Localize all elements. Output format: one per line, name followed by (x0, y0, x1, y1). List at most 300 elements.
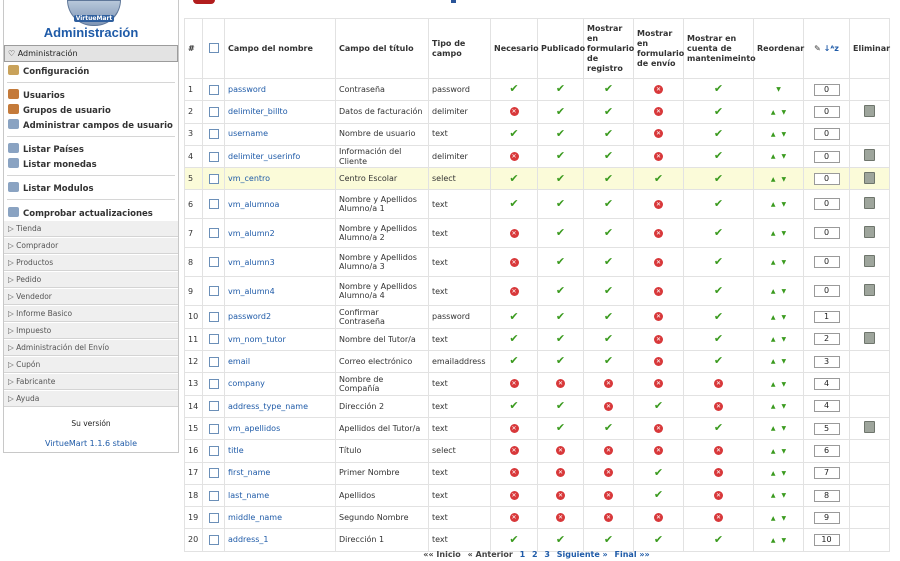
cell-shipping[interactable] (634, 395, 684, 417)
move-up-icon[interactable]: ▲ (770, 313, 776, 321)
field-name-link[interactable]: address_type_name (228, 401, 308, 411)
check-icon[interactable]: ✔ (555, 284, 566, 298)
row-select[interactable] (203, 351, 225, 373)
field-name-link[interactable]: middle_name (228, 513, 283, 523)
field-name-link[interactable]: delimiter_userinfo (228, 151, 301, 161)
cell-published[interactable] (538, 101, 584, 123)
field-name-link[interactable]: username (228, 129, 268, 139)
check-icon[interactable]: ✔ (603, 532, 614, 546)
cell-registration[interactable] (584, 306, 634, 328)
row-checkbox[interactable] (209, 257, 219, 267)
col-header-account[interactable]: Mostrar en cuenta de mantenimeinto (684, 19, 754, 79)
cell-registration[interactable] (584, 145, 634, 167)
sort-az-icon[interactable]: ↓ᴬz (823, 43, 839, 53)
cell-registration[interactable] (584, 328, 634, 350)
cross-icon[interactable]: ✕ (715, 514, 722, 522)
cell-registration[interactable] (584, 79, 634, 101)
order-input[interactable]: 0 (814, 227, 840, 239)
check-icon[interactable]: ✔ (713, 284, 724, 298)
cell-shipping[interactable] (634, 101, 684, 123)
col-header-required[interactable]: Necesario (491, 19, 538, 79)
cell-required[interactable] (491, 306, 538, 328)
field-name[interactable] (225, 248, 336, 277)
cell-published[interactable] (538, 248, 584, 277)
cell-registration[interactable] (584, 507, 634, 529)
row-select[interactable] (203, 168, 225, 190)
cross-icon[interactable]: ✕ (511, 258, 517, 266)
order-input[interactable]: 0 (814, 151, 840, 163)
row-select[interactable] (203, 306, 225, 328)
order-input[interactable]: 3 (814, 356, 840, 368)
col-header-title[interactable]: Campo del título (336, 19, 429, 79)
check-icon[interactable]: ✔ (603, 149, 614, 163)
cell-shipping[interactable] (634, 484, 684, 506)
move-down-icon[interactable]: ▼ (781, 447, 787, 455)
check-icon[interactable]: ✔ (603, 255, 614, 269)
move-up-icon[interactable]: ▲ (770, 403, 776, 411)
move-up-icon[interactable]: ▲ (770, 201, 776, 209)
cross-icon[interactable]: ✕ (605, 380, 612, 388)
order-input[interactable]: 0 (814, 173, 840, 185)
cell-account[interactable] (684, 373, 754, 395)
row-select[interactable] (203, 507, 225, 529)
check-icon[interactable]: ✔ (713, 332, 724, 346)
cell-published[interactable] (538, 351, 584, 373)
cell-registration[interactable] (584, 277, 634, 306)
move-up-icon[interactable]: ▲ (770, 288, 776, 296)
order-input[interactable]: 4 (814, 378, 840, 390)
sidebar-link-grupos[interactable] (8, 104, 111, 116)
cell-account[interactable] (684, 351, 754, 373)
cell-required[interactable] (491, 101, 538, 123)
row-select[interactable] (203, 79, 225, 101)
row-checkbox[interactable] (209, 468, 219, 478)
move-up-icon[interactable]: ▲ (770, 336, 776, 344)
field-name-link[interactable]: vm_nom_tutor (228, 334, 286, 344)
move-down-icon[interactable]: ▼ (781, 536, 787, 544)
field-name-link[interactable]: delimiter_billto (228, 107, 288, 117)
cell-registration[interactable] (584, 462, 634, 484)
field-name[interactable] (225, 190, 336, 219)
cell-registration[interactable] (584, 373, 634, 395)
cell-shipping[interactable] (634, 440, 684, 462)
order-input[interactable]: 5 (814, 423, 840, 435)
cell-account[interactable] (684, 277, 754, 306)
cell-required[interactable] (491, 484, 538, 506)
cross-icon[interactable]: ✕ (655, 335, 662, 343)
trash-icon[interactable] (864, 149, 875, 161)
version-value[interactable]: VirtueMart 1.1.6 stable (44, 439, 138, 448)
sidebar-section-impuesto[interactable] (4, 322, 178, 339)
sidebar-section-pedido[interactable] (4, 271, 178, 288)
row-select[interactable] (203, 529, 225, 551)
row-checkbox[interactable] (209, 446, 219, 456)
move-down-icon[interactable]: ▼ (781, 403, 787, 411)
move-down-icon[interactable]: ▼ (781, 175, 787, 183)
check-icon[interactable]: ✔ (555, 421, 566, 435)
cell-registration[interactable] (584, 351, 634, 373)
row-checkbox[interactable] (209, 334, 219, 344)
cell-registration[interactable] (584, 190, 634, 219)
cell-shipping[interactable] (634, 417, 684, 439)
cell-registration[interactable] (584, 123, 634, 145)
field-name-link[interactable]: company (228, 379, 265, 389)
cell-published[interactable] (538, 277, 584, 306)
sidebar-link-modulos[interactable] (8, 182, 94, 194)
col-header-reorder[interactable]: Reordenar (754, 19, 804, 79)
field-name[interactable] (225, 123, 336, 145)
cell-published[interactable] (538, 145, 584, 167)
cell-required[interactable] (491, 248, 538, 277)
check-icon[interactable]: ✔ (713, 171, 724, 185)
pager-prev[interactable]: « Anterior (467, 550, 513, 559)
cross-icon[interactable]: ✕ (511, 287, 517, 295)
field-name[interactable] (225, 277, 336, 306)
move-down-icon[interactable]: ▼ (781, 108, 787, 116)
order-input[interactable]: 0 (814, 256, 840, 268)
row-checkbox[interactable] (209, 152, 219, 162)
cell-shipping[interactable] (634, 123, 684, 145)
cell-required[interactable] (491, 529, 538, 551)
check-icon[interactable]: ✔ (555, 171, 566, 185)
cell-account[interactable] (684, 484, 754, 506)
col-header-order[interactable] (804, 19, 850, 79)
cross-icon[interactable]: ✕ (655, 85, 662, 93)
cell-account[interactable] (684, 101, 754, 123)
cell-account[interactable] (684, 462, 754, 484)
check-icon[interactable]: ✔ (509, 532, 519, 546)
row-checkbox[interactable] (209, 85, 219, 95)
cross-icon[interactable]: ✕ (511, 447, 517, 455)
cell-account[interactable] (684, 417, 754, 439)
cell-required[interactable] (491, 145, 538, 167)
order-input[interactable]: 0 (814, 84, 840, 96)
pager-page-1[interactable]: 1 (519, 550, 526, 559)
check-icon[interactable]: ✔ (713, 126, 724, 140)
field-name[interactable] (225, 79, 336, 101)
cell-published[interactable] (538, 484, 584, 506)
cross-icon[interactable]: ✕ (655, 229, 662, 237)
row-select[interactable] (203, 440, 225, 462)
cell-required[interactable] (491, 395, 538, 417)
row-select[interactable] (203, 190, 225, 219)
sidebar-link-campos-usuario[interactable] (8, 119, 173, 131)
check-icon[interactable]: ✔ (509, 354, 519, 368)
cell-shipping[interactable] (634, 168, 684, 190)
row-select[interactable] (203, 145, 225, 167)
cross-icon[interactable]: ✕ (511, 514, 517, 522)
row-select[interactable] (203, 328, 225, 350)
cell-published[interactable] (538, 328, 584, 350)
col-header-registration[interactable]: Mostrar en formulario de registro (584, 19, 634, 79)
cross-icon[interactable]: ✕ (557, 469, 564, 477)
col-header-type[interactable]: Tipo de campo (429, 19, 491, 79)
check-icon[interactable]: ✔ (603, 197, 614, 211)
cell-published[interactable] (538, 306, 584, 328)
sidebar-section-vendedor[interactable] (4, 288, 178, 305)
order-input[interactable]: 4 (814, 400, 840, 412)
cross-icon[interactable]: ✕ (655, 258, 662, 266)
cell-shipping[interactable] (634, 328, 684, 350)
field-name[interactable] (225, 351, 336, 373)
move-down-icon[interactable]: ▼ (781, 358, 787, 366)
field-name[interactable] (225, 440, 336, 462)
move-down-icon[interactable]: ▼ (781, 313, 787, 321)
col-header-delete[interactable]: Eliminar (850, 19, 890, 79)
cell-account[interactable] (684, 145, 754, 167)
row-checkbox[interactable] (209, 379, 219, 389)
cell-registration[interactable] (584, 529, 634, 551)
order-input[interactable]: 6 (814, 445, 840, 457)
cross-icon[interactable]: ✕ (655, 380, 662, 388)
order-input[interactable]: 2 (814, 333, 840, 345)
field-name-link[interactable]: vm_alumn3 (228, 257, 275, 267)
move-down-icon[interactable]: ▼ (776, 86, 781, 94)
section-header-administracion[interactable] (4, 45, 178, 62)
cell-required[interactable] (491, 79, 538, 101)
field-name[interactable] (225, 219, 336, 248)
cross-icon[interactable]: ✕ (605, 402, 612, 410)
sidebar-section-ayuda[interactable] (4, 390, 178, 407)
cell-account[interactable] (684, 219, 754, 248)
check-icon[interactable]: ✔ (603, 332, 614, 346)
cell-published[interactable] (538, 417, 584, 439)
check-icon[interactable]: ✔ (653, 532, 664, 546)
row-checkbox[interactable] (209, 286, 219, 296)
order-input[interactable]: 10 (814, 534, 840, 546)
cross-icon[interactable]: ✕ (655, 130, 662, 138)
row-checkbox[interactable] (209, 424, 219, 434)
field-name-link[interactable]: password (228, 84, 266, 94)
cell-registration[interactable] (584, 248, 634, 277)
cross-icon[interactable]: ✕ (715, 447, 722, 455)
cell-account[interactable] (684, 507, 754, 529)
cell-required[interactable] (491, 440, 538, 462)
cross-icon[interactable]: ✕ (655, 357, 662, 365)
cross-icon[interactable]: ✕ (655, 108, 662, 116)
check-icon[interactable]: ✔ (713, 421, 724, 435)
cell-published[interactable] (538, 507, 584, 529)
check-icon[interactable]: ✔ (555, 126, 566, 140)
cell-account[interactable] (684, 440, 754, 462)
pager-page-3[interactable]: 3 (544, 550, 550, 559)
cell-account[interactable] (684, 306, 754, 328)
cross-icon[interactable]: ✕ (557, 514, 564, 522)
order-input[interactable]: 1 (814, 311, 840, 323)
check-icon[interactable]: ✔ (555, 399, 566, 413)
cell-published[interactable] (538, 395, 584, 417)
cell-shipping[interactable] (634, 79, 684, 101)
order-input[interactable]: 8 (814, 490, 840, 502)
cell-shipping[interactable] (634, 145, 684, 167)
cross-icon[interactable]: ✕ (557, 491, 564, 499)
cross-icon[interactable]: ✕ (605, 514, 612, 522)
col-header-published[interactable]: Publicado (538, 19, 584, 79)
field-name-link[interactable]: title (228, 446, 244, 456)
row-select[interactable] (203, 123, 225, 145)
pager-end[interactable]: Final »» (614, 550, 650, 559)
field-name-link[interactable]: vm_alumnoa (228, 199, 280, 209)
cell-shipping[interactable] (634, 373, 684, 395)
cell-registration[interactable] (584, 484, 634, 506)
move-up-icon[interactable]: ▲ (770, 469, 776, 477)
row-checkbox[interactable] (209, 228, 219, 238)
trash-icon[interactable] (864, 284, 875, 296)
row-select[interactable] (203, 417, 225, 439)
row-checkbox[interactable] (209, 129, 219, 139)
cell-required[interactable] (491, 219, 538, 248)
cross-icon[interactable]: ✕ (715, 402, 722, 410)
check-icon[interactable]: ✔ (509, 82, 519, 96)
check-icon[interactable]: ✔ (713, 104, 724, 118)
pager-start[interactable]: «« Inicio (423, 550, 461, 559)
cell-required[interactable] (491, 190, 538, 219)
move-down-icon[interactable]: ▼ (781, 380, 787, 388)
field-name-link[interactable]: last_name (228, 490, 270, 500)
check-icon[interactable]: ✔ (509, 332, 519, 346)
cell-shipping[interactable] (634, 529, 684, 551)
sidebar-section-envio[interactable] (4, 339, 178, 356)
row-checkbox[interactable] (209, 107, 219, 117)
order-input[interactable]: 0 (814, 285, 840, 297)
field-name-link[interactable]: email (228, 356, 251, 366)
check-icon[interactable]: ✔ (555, 354, 566, 368)
row-checkbox[interactable] (209, 401, 219, 411)
cross-icon[interactable]: ✕ (511, 469, 517, 477)
cell-required[interactable] (491, 123, 538, 145)
cell-registration[interactable] (584, 395, 634, 417)
trash-icon[interactable] (864, 226, 875, 238)
move-up-icon[interactable]: ▲ (770, 380, 776, 388)
move-up-icon[interactable]: ▲ (770, 425, 776, 433)
move-up-icon[interactable]: ▲ (770, 108, 776, 116)
cell-required[interactable] (491, 328, 538, 350)
check-icon[interactable]: ✔ (713, 82, 724, 96)
check-icon[interactable]: ✔ (555, 197, 566, 211)
cell-required[interactable] (491, 507, 538, 529)
move-down-icon[interactable]: ▼ (781, 130, 787, 138)
trash-icon[interactable] (864, 332, 875, 344)
cell-registration[interactable] (584, 440, 634, 462)
sidebar-section-fabricante[interactable] (4, 373, 178, 390)
check-icon[interactable]: ✔ (713, 197, 724, 211)
check-icon[interactable]: ✔ (555, 82, 566, 96)
col-header-name[interactable]: Campo del nombre (225, 19, 336, 79)
row-select[interactable] (203, 248, 225, 277)
cross-icon[interactable]: ✕ (655, 447, 662, 455)
cross-icon[interactable]: ✕ (511, 424, 517, 432)
cross-icon[interactable]: ✕ (655, 200, 662, 208)
cell-account[interactable] (684, 190, 754, 219)
check-icon[interactable]: ✔ (509, 399, 519, 413)
row-select[interactable] (203, 395, 225, 417)
check-icon[interactable]: ✔ (555, 226, 566, 240)
col-header-select-all[interactable] (203, 19, 225, 79)
cross-icon[interactable]: ✕ (655, 514, 662, 522)
check-icon[interactable]: ✔ (653, 399, 664, 413)
cross-icon[interactable]: ✕ (655, 152, 662, 160)
check-icon[interactable]: ✔ (713, 309, 724, 323)
col-header-shipping[interactable]: Mostrar en formulario de envío (634, 19, 684, 79)
pager-next[interactable]: Siguiente » (556, 550, 608, 559)
sidebar-link-usuarios[interactable] (8, 89, 65, 101)
sidebar-section-tienda[interactable] (4, 220, 178, 237)
pager-page-2[interactable]: 2 (531, 550, 538, 559)
check-icon[interactable]: ✔ (653, 171, 664, 185)
row-checkbox[interactable] (209, 174, 219, 184)
check-icon[interactable]: ✔ (713, 354, 724, 368)
row-select[interactable] (203, 484, 225, 506)
check-icon[interactable]: ✔ (713, 532, 724, 546)
check-icon[interactable]: ✔ (603, 82, 614, 96)
field-name[interactable] (225, 484, 336, 506)
cross-icon[interactable]: ✕ (655, 424, 662, 432)
cell-published[interactable] (538, 219, 584, 248)
field-name[interactable] (225, 529, 336, 551)
check-icon[interactable]: ✔ (653, 488, 664, 502)
cell-published[interactable] (538, 373, 584, 395)
move-down-icon[interactable]: ▼ (781, 514, 787, 522)
check-icon[interactable]: ✔ (555, 532, 566, 546)
cell-published[interactable] (538, 190, 584, 219)
cross-icon[interactable]: ✕ (511, 491, 517, 499)
row-checkbox[interactable] (209, 199, 219, 209)
move-down-icon[interactable]: ▼ (781, 201, 787, 209)
move-up-icon[interactable]: ▲ (770, 358, 776, 366)
cell-published[interactable] (538, 440, 584, 462)
cross-icon[interactable]: ✕ (715, 380, 722, 388)
move-down-icon[interactable]: ▼ (781, 153, 787, 161)
cross-icon[interactable]: ✕ (655, 287, 662, 295)
cell-account[interactable] (684, 248, 754, 277)
row-select[interactable] (203, 101, 225, 123)
check-icon[interactable]: ✔ (555, 332, 566, 346)
sidebar-section-cupon[interactable] (4, 356, 178, 373)
cell-published[interactable] (538, 462, 584, 484)
cross-icon[interactable]: ✕ (511, 152, 517, 160)
sidebar-link-paises[interactable] (8, 143, 84, 155)
sidebar-section-productos[interactable] (4, 254, 178, 271)
cross-icon[interactable]: ✕ (511, 229, 517, 237)
check-icon[interactable]: ✔ (603, 104, 614, 118)
check-icon[interactable]: ✔ (603, 284, 614, 298)
row-select[interactable] (203, 219, 225, 248)
cross-icon[interactable]: ✕ (511, 108, 517, 116)
trash-icon[interactable] (864, 197, 875, 209)
field-name[interactable] (225, 395, 336, 417)
cross-icon[interactable]: ✕ (557, 380, 564, 388)
cell-account[interactable] (684, 395, 754, 417)
move-down-icon[interactable]: ▼ (781, 492, 787, 500)
cell-shipping[interactable] (634, 277, 684, 306)
cross-icon[interactable]: ✕ (605, 491, 612, 499)
row-checkbox[interactable] (209, 357, 219, 367)
field-name[interactable] (225, 462, 336, 484)
cell-required[interactable] (491, 351, 538, 373)
row-checkbox[interactable] (209, 491, 219, 501)
cell-required[interactable] (491, 417, 538, 439)
field-name[interactable] (225, 145, 336, 167)
sidebar-link-monedas[interactable] (8, 158, 97, 170)
move-up-icon[interactable]: ▲ (770, 514, 776, 522)
cross-icon[interactable]: ✕ (511, 380, 517, 388)
row-select[interactable] (203, 462, 225, 484)
field-name-link[interactable]: vm_apellidos (228, 423, 281, 433)
field-name-link[interactable]: vm_alumn2 (228, 228, 275, 238)
cell-shipping[interactable] (634, 507, 684, 529)
cell-required[interactable] (491, 373, 538, 395)
field-name[interactable] (225, 168, 336, 190)
